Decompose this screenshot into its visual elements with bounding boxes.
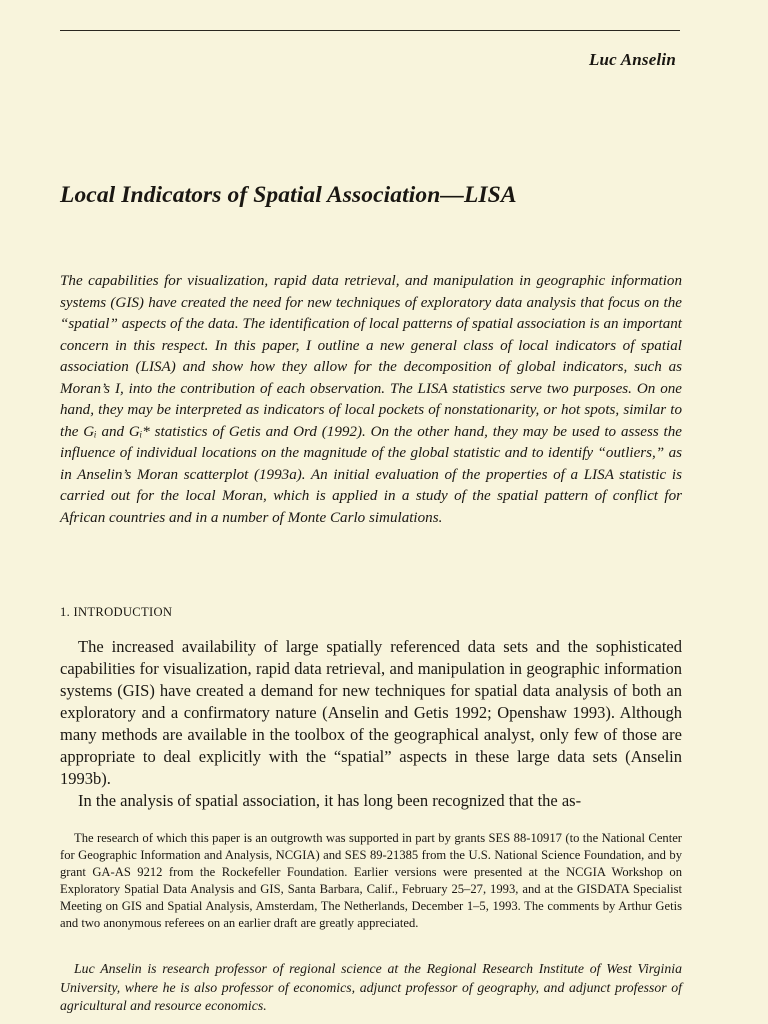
running-header-author: Luc Anselin	[588, 50, 676, 69]
section-heading-introduction: 1. INTRODUCTION	[60, 605, 173, 619]
body-paragraph: The increased availability of large spatially referenced data sets and the sophisticated capabilities for visualization, rapid data retrieval, and manipulation in geographic information systems (GIS) have created a demand for new techniques for spatial data analysis of both an exploratory and a confirmatory nature (Anselin and Getis 1992; Openshaw 1993). Although many methods are available in the toolbox of the geographical analyst, only few of those are appropriate to deal explicitly with the “spatial” aspects in these large data sets (Anselin 1993b).	[60, 637, 682, 788]
header-rule	[60, 30, 680, 31]
body-paragraph: In the analysis of spatial association, it has long been recognized that the as-	[78, 791, 582, 810]
author-bio-text: Luc Anselin is research professor of regional science at the Regional Research Institute of West Virginia University, where he is also professor of economics, adjunct professor of geography, and adjunct professor of agricultural and resource economics.	[60, 961, 682, 1013]
abstract: The capabilities for visualization, rapid data retrieval, and manipulation in geographic information systems (GIS) have created the need for new techniques of exploratory data analysis that focus on the “spatial” aspects of the data. The identification of local patterns of spatial association is an important concern in this respect. In this paper, I outline a new general class of local indicators of spatial association (LISA) and show how they allow for the decomposition of global indicators, such as Moran’s I, into the contribution of each observation. The LISA statistics serve two purposes. On one hand, they may be interpreted as indicators of local pockets of nonstationarity, or hot spots, similar to the Gᵢ and Gᵢ* statistics of Getis and Ord (1992). On the other hand, they may be used to assess the influence of individual locations on the magnitude of the global statistic and to identify “outliers,” as in Anselin’s Moran scatterplot (1993a). An initial evaluation of the properties of a LISA statistic is carried out for the local Moran, which is applied in a study of the spatial pattern of conflict for African countries and in a number of Monte Carlo simulations.	[60, 273, 682, 526]
footnote-text: The research of which this paper is an outgrowth was supported in part by grants SES 88-10917 (to the National Center for Geographic Information and Analysis, NCGIA) and SES 89-21385 from the U.S. National Science Foundation, and by grant GA-AS 9212 from the Rockefeller Foundation. Earlier versions were presented at the NCGIA Workshop on Exploratory Spatial Data Analysis and GIS, Santa Barbara, Calif., February 25–27, 1993, and at the GISDATA Specialist Meeting on GIS and Spatial Analysis, Amsterdam, The Netherlands, December 1–5, 1993. The comments by Arthur Getis and two anonymous referees on an earlier draft are greatly appreciated.	[60, 831, 682, 930]
paper-title: Local Indicators of Spatial Association—LISA	[60, 182, 517, 208]
introduction-body	[60, 636, 682, 812]
author-bio	[60, 960, 682, 1016]
acknowledgment-footnote	[60, 830, 682, 932]
